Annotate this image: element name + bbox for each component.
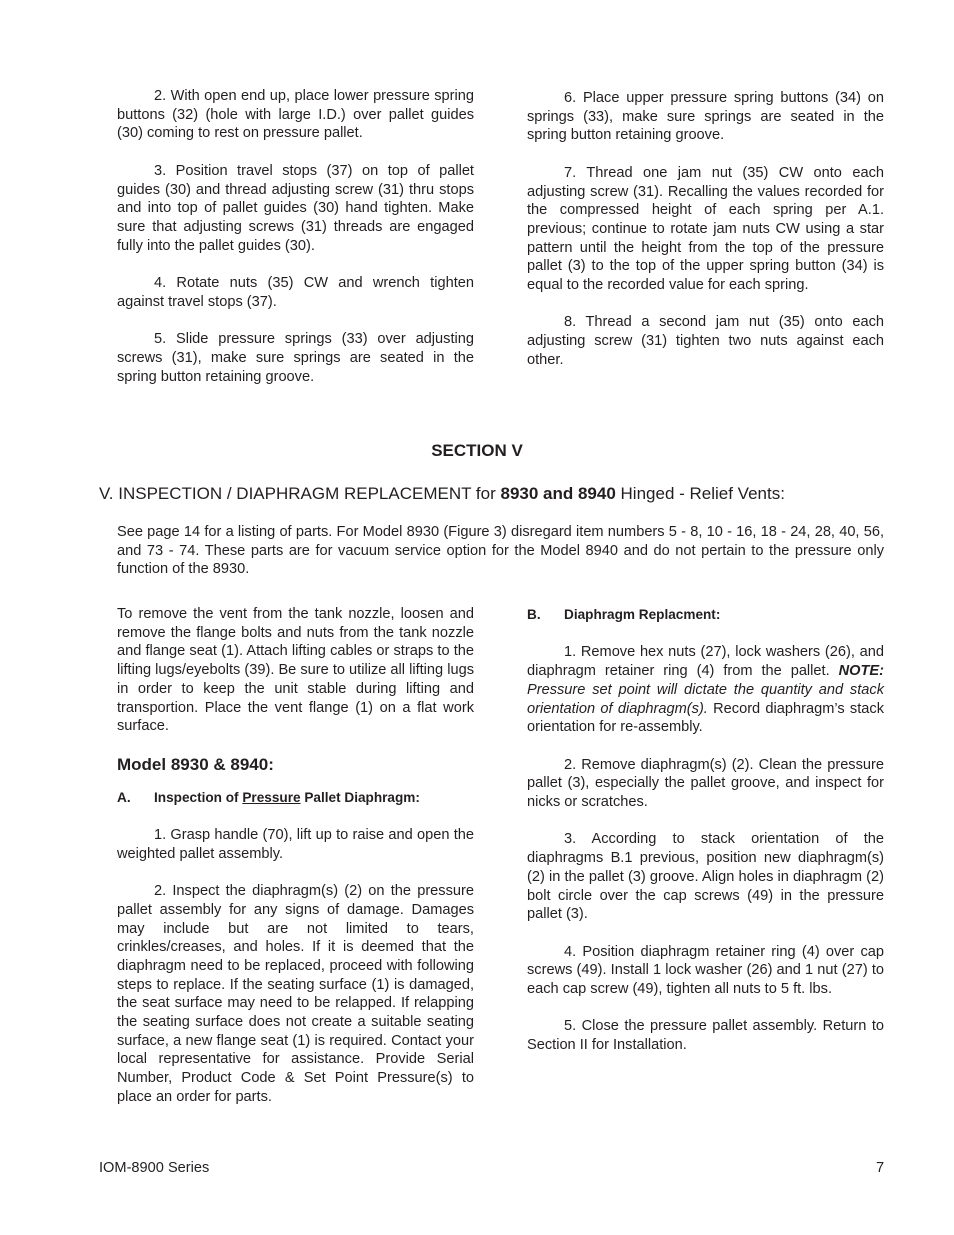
heading-models: 8930 and 8940 <box>500 484 616 503</box>
section-title: SECTION V <box>431 441 523 460</box>
step1-post: Record diaphragm’s stack orientation for re-assembly. <box>527 700 884 736</box>
step-paragraph: 3. Position travel stops (37) on top of pallet guides (30) and thread adjusting screw (31) thru stops and into top of pallet guides (30) hand tighten. Make sure that adjusting screws (31) threads are engaged fully into the pallet guides (30). <box>117 162 474 254</box>
intro-paragraph: See page 14 for a listing of parts. For Model 8930 (Figure 3) disregard item numbers 5 - 8, 10 - 16, 18 - 24, 28, 40, 56, and 73 - 74. These parts are for vacuum service option for the Model 8940 and do not pertain to the pressure only function of the 8930. <box>117 524 884 578</box>
subsection-a-post: Pallet Diaphragm: <box>300 789 420 805</box>
section-heading <box>99 484 785 504</box>
footer-series: IOM-8900 Series <box>99 1160 210 1176</box>
step-paragraph: 7. Thread one jam nut (35) CW onto each adjusting screw (31). Recalling the values recorded for the compressed height of each spring per A.1. previous; continue to rotate jam nuts CW using a star pattern until the height from the top of the pressure pallet (3) to the top of the upper spring button (34) is equal to the recorded value for each spring. <box>527 164 884 294</box>
step-paragraph: 2. Inspect the diaphragm(s) (2) on the pressure pallet assembly for any signs of damage. Damages may include but are not limited to tears, crinkles/creases, and holes. If it is deemed that the diaphragm need to be replaced, proceed with following steps to replace. If the seating surface (1) is damaged, the seat surface may need to be relapped. If relapping the seating surface does not create a suitable seating surface, a new flange seat (1) is required. Contact your local representative for assistance. Provide Serial Number, Product Code & Set Point Pressure(s) to place an order for parts. <box>117 883 474 1105</box>
model-heading: Model 8930 & 8940: <box>117 754 274 774</box>
step-paragraph: 2. Remove diaphragm(s) (2). Clean the pressure pallet (3), especially the pallet groove, and inspect for nicks or scratches. <box>527 756 884 810</box>
subsection-a-heading <box>117 789 474 808</box>
subsection-b-title: Diaphragm Replacment: <box>564 607 721 622</box>
note-label: NOTE: <box>838 663 884 680</box>
subsection-a-underlined: Pressure <box>242 789 301 805</box>
lower-left-column <box>117 605 474 1125</box>
subsection-letter: A. <box>117 789 131 805</box>
step-paragraph: 2. With open end up, place lower pressure spring buttons (32) (hole with large I.D.) over pallet guides (30) coming to rest on pressure pallet. <box>117 88 474 142</box>
top-right-column <box>527 89 884 388</box>
note-text: Pressure set point will dictate the quantity and stack orientation of diaphragm(s). <box>527 681 884 717</box>
heading-prefix: V. INSPECTION / DIAPHRAGM REPLACEMENT for <box>99 484 501 503</box>
step-paragraph: 8. Thread a second jam nut (35) onto each adjusting screw (31) tighten two nuts against each other. <box>527 314 884 368</box>
removal-paragraph: To remove the vent from the tank nozzle, loosen and remove the flange bolts and nuts from the tank nozzle and flange seat (1). Attach lifting cables or straps to the lifting lugs/eyebolts (39). Be sure to utilize all lifting lugs in order to keep the unit stable during lifting and transportion. Place the vent flange (1) on a flat work surface. <box>117 606 474 735</box>
page-number: 7 <box>876 1160 885 1176</box>
subsection-letter: B. <box>527 607 541 622</box>
lower-right-column <box>527 606 884 1073</box>
step-paragraph: 6. Place upper pressure spring buttons (34) on springs (33), make sure springs are seated in the spring button retaining groove. <box>527 90 884 144</box>
step-paragraph: 4. Rotate nuts (35) CW and wrench tighten against travel stops (37). <box>117 275 474 310</box>
step-paragraph <box>527 643 884 737</box>
step-paragraph: 5. Slide pressure springs (33) over adjusting screws (31), make sure springs are seated in the spring button retaining groove. <box>117 331 474 385</box>
subsection-b-heading <box>527 606 884 625</box>
step-paragraph: 4. Position diaphragm retainer ring (4) over cap screws (49). Install 1 lock washer (26) and 1 nut (27) to each cap screw (49), tighten all nuts to 5 ft. lbs. <box>527 943 884 997</box>
heading-suffix: Hinged - Relief Vents: <box>615 484 785 503</box>
subsection-a-pre: Inspection of <box>154 789 243 805</box>
step-paragraph: 3. According to stack orientation of the diaphragms B.1 previous, position new diaphragm(s) (2) in the pallet (3) groove. Align holes in diaphragm (2) bolt circle over the cap screws (49) in the pressure pallet (3). <box>527 831 884 923</box>
step-paragraph: 5. Close the pressure pallet assembly. Return to Section II for Installation. <box>527 1018 884 1054</box>
top-left-column <box>117 87 474 405</box>
step-paragraph: 1. Grasp handle (70), lift up to raise and open the weighted pallet assembly. <box>117 827 474 862</box>
step1-text: 1. Remove hex nuts (27), lock washers (26), and diaphragm retainer ring (4) from the pallet. <box>527 644 884 680</box>
